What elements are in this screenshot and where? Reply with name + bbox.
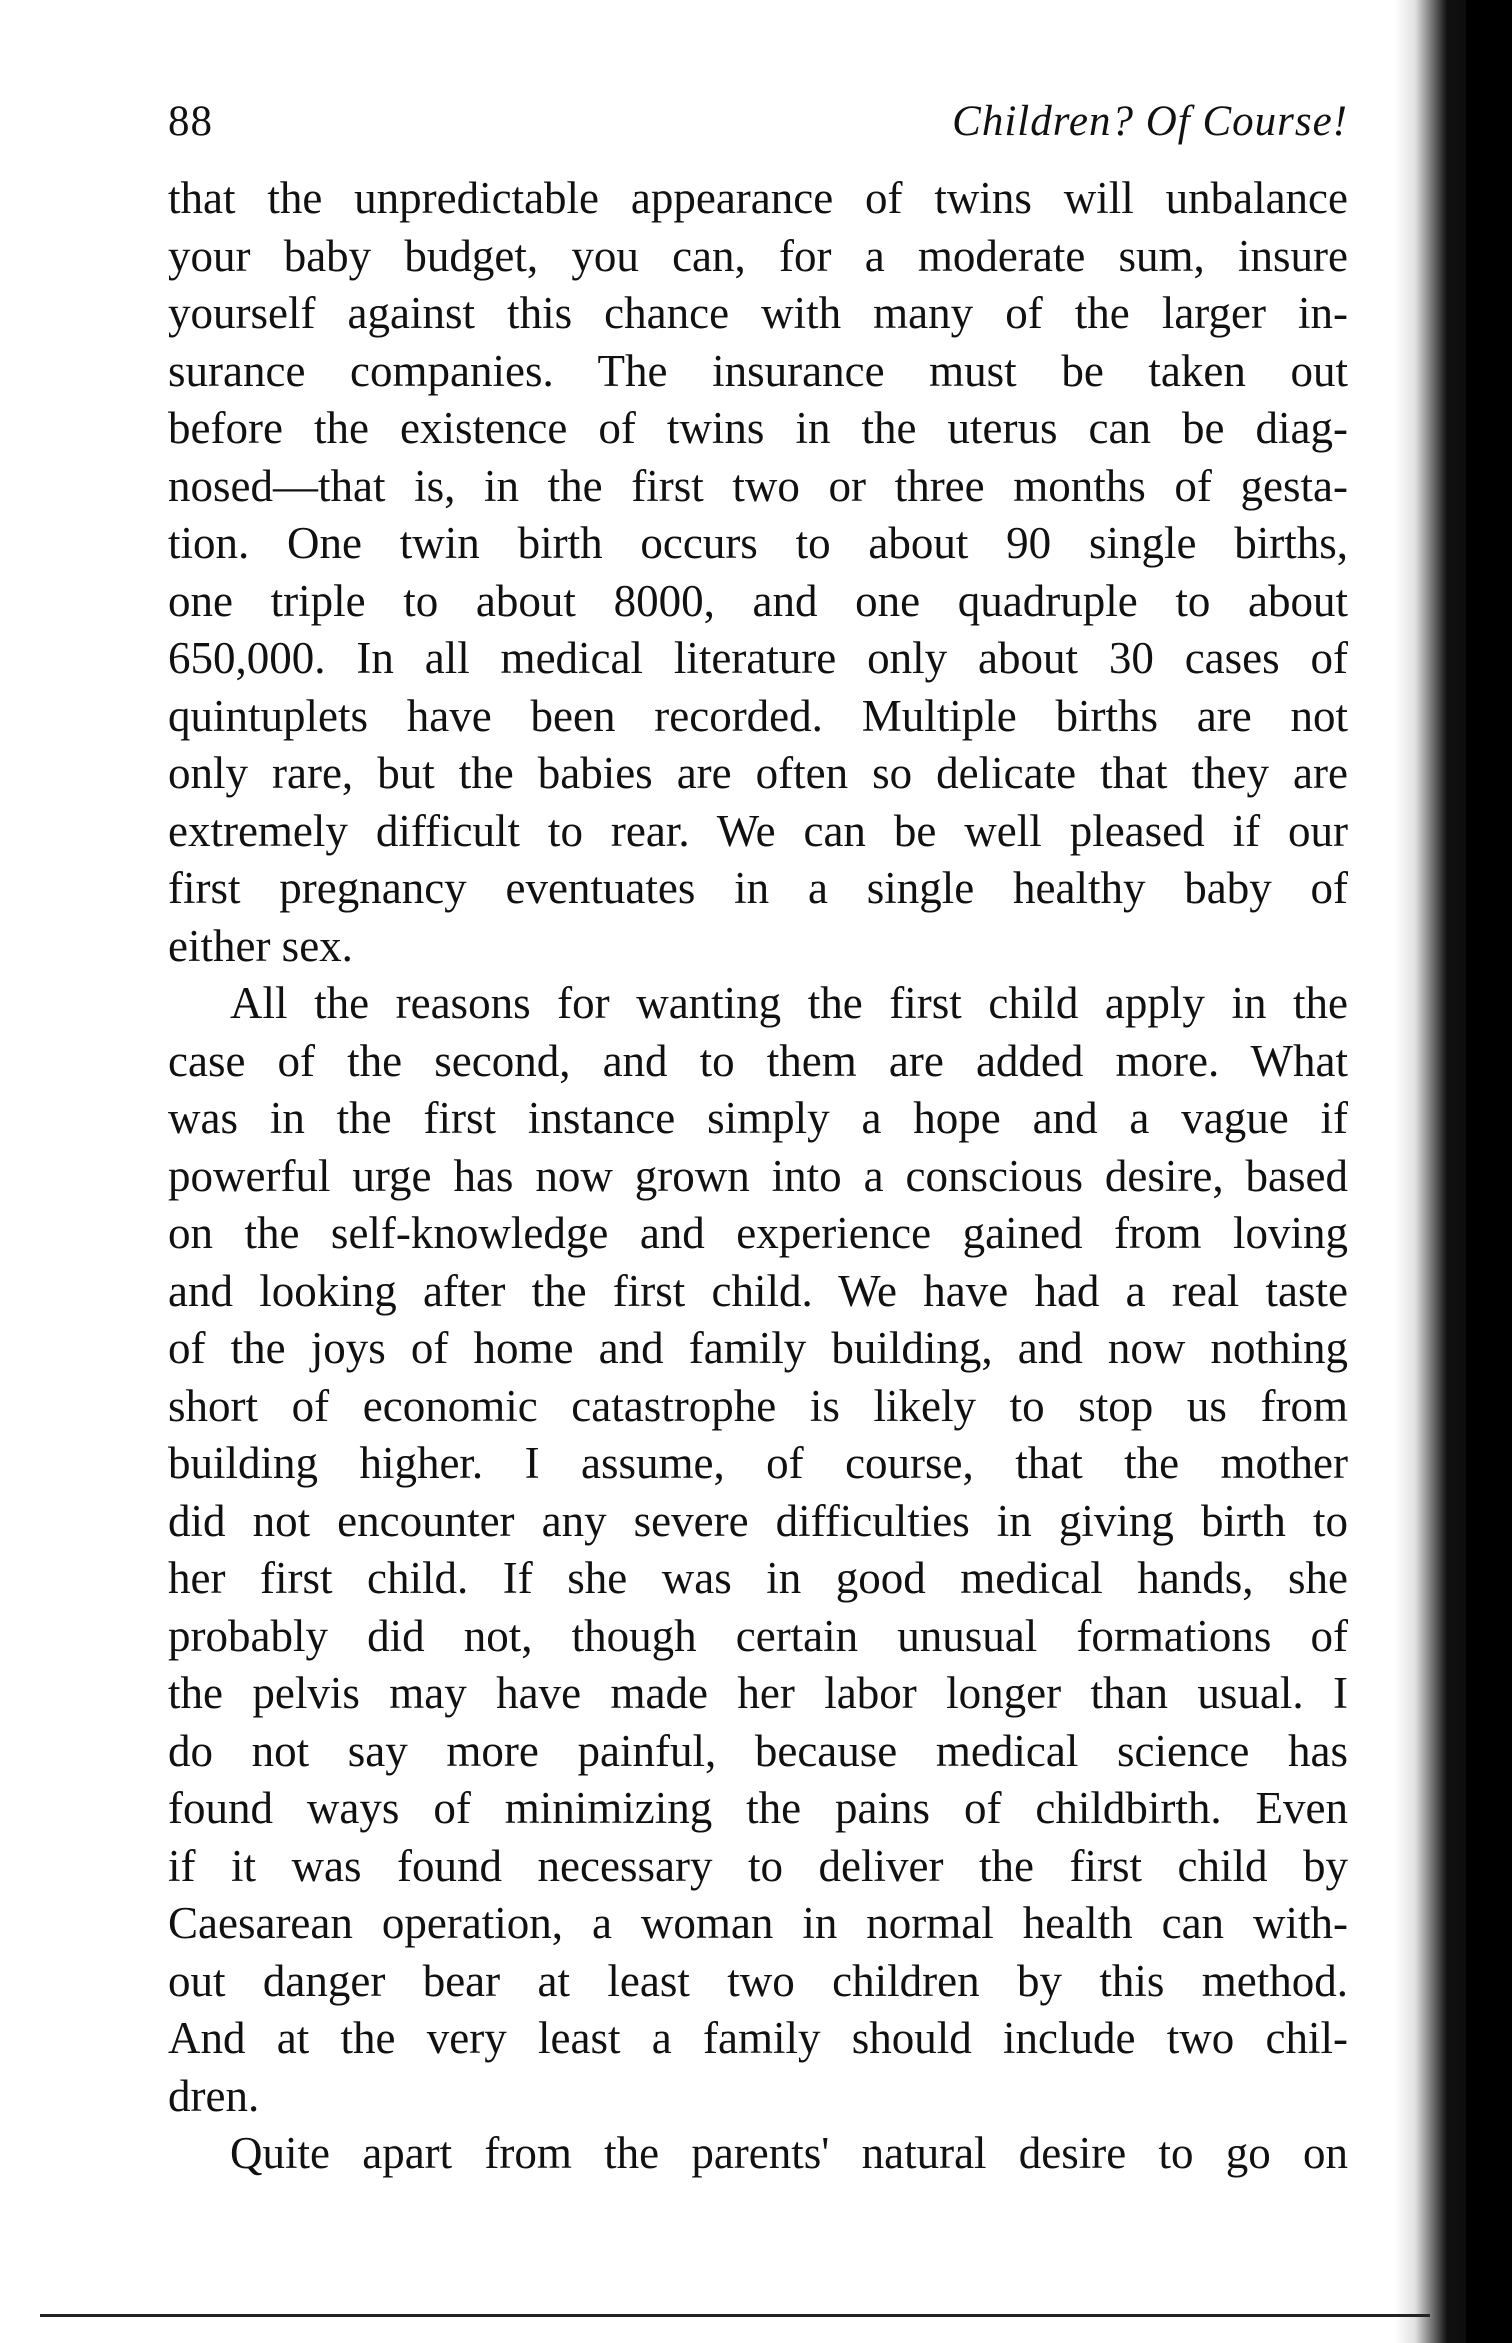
- binding-edge: [1466, 0, 1512, 2343]
- text-line: yourself against this chance with many of the larger in-: [168, 288, 1348, 338]
- text-line: if it was found necessary to deliver the first child by: [168, 1840, 1348, 1891]
- text-line: quintuplets have been recorded. Multiple births are not: [168, 690, 1348, 741]
- text-line: one triple to about 8000, and one quadruple to about: [168, 575, 1348, 626]
- text-line: extremely difficult to rear. We can be well pleased if our: [168, 805, 1348, 856]
- text-line: case of the second, and to them are added more. What: [168, 1035, 1348, 1086]
- text-line: only rare, but the babies are often so delicate that they are: [168, 748, 1348, 798]
- text-line: did not encounter any severe difficulties in giving birth to: [168, 1495, 1348, 1546]
- text-line: building higher. I assume, of course, that the mother: [168, 1438, 1348, 1488]
- text-line: short of economic catastrophe is likely to stop us from: [168, 1380, 1348, 1431]
- running-head: [168, 92, 1348, 152]
- body-text: [168, 170, 1348, 2183]
- text-line: before the existence of twins in the uterus can be diag-: [168, 403, 1348, 453]
- text-line: nosed—that is, in the first two or three months of gesta-: [168, 460, 1348, 511]
- paragraph-start-line: All the reasons for wanting the first child apply in the: [230, 978, 1348, 1028]
- text-line: and looking after the first child. We have had a real taste: [168, 1265, 1348, 1316]
- text-line: that the unpredictable appearance of twins will unbalance: [168, 173, 1348, 223]
- text-line: her first child. If she was in good medical hands, she: [168, 1553, 1348, 1603]
- running-title: Children? Of Course!: [952, 98, 1348, 145]
- text-line: first pregnancy eventuates in a single healthy baby of: [168, 863, 1348, 913]
- paragraph-start-line: Quite apart from the parents' natural desire to go on: [230, 2128, 1348, 2178]
- text-line: Caesarean operation, a woman in normal health can with-: [168, 1898, 1348, 1948]
- text-line: probably did not, though certain unusual formations of: [168, 1610, 1348, 1661]
- text-line: on the self-knowledge and experience gained from loving: [168, 1208, 1348, 1258]
- text-line: And at the very least a family should include two chil-: [168, 2013, 1348, 2063]
- text-line: found ways of minimizing the pains of childbirth. Even: [168, 1783, 1348, 1833]
- text-line: surance companies. The insurance must be taken out: [168, 345, 1348, 396]
- text-line: out danger bear at least two children by this method.: [168, 1955, 1348, 2006]
- text-line: tion. One twin birth occurs to about 90 single births,: [168, 518, 1348, 568]
- text-line: was in the first instance simply a hope and a vague if: [168, 1093, 1348, 1143]
- text-line: 650,000. In all medical literature only about 30 cases of: [168, 633, 1348, 683]
- text-line: your baby budget, you can, for a moderate sum, insure: [168, 230, 1348, 281]
- text-line: dren.: [168, 2070, 260, 2121]
- text-line: do not say more painful, because medical science has: [168, 1725, 1348, 1776]
- bottom-edge-line: [40, 2314, 1430, 2317]
- text-line: the pelvis may have made her labor longer than usual. I: [168, 1668, 1348, 1718]
- text-line: powerful urge has now grown into a conscious desire, based: [168, 1150, 1348, 1201]
- text-line: of the joys of home and family building, and now nothing: [168, 1323, 1348, 1373]
- page-number: 88: [168, 98, 213, 145]
- text-line: either sex.: [168, 920, 353, 971]
